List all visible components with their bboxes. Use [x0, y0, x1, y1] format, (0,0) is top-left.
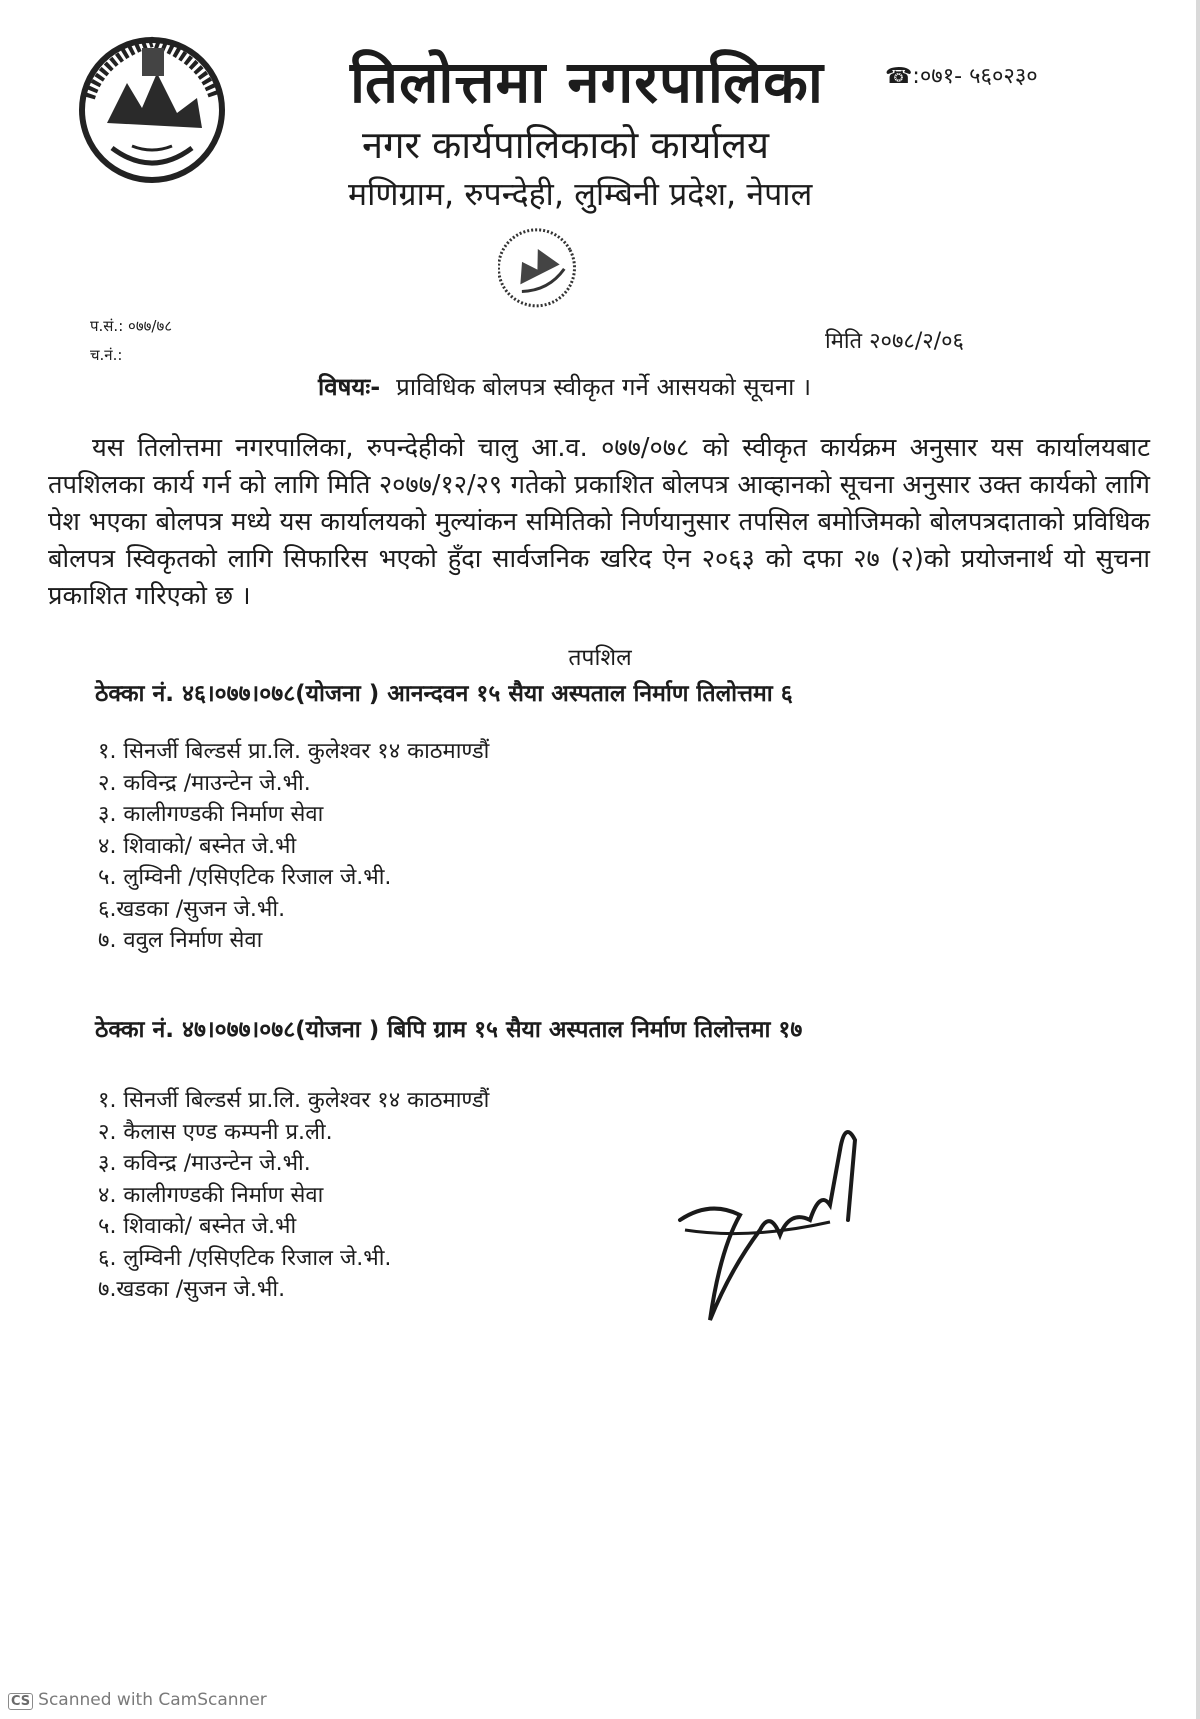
list-item: १. सिनर्जी बिल्डर्स प्रा.लि. कुलेश्वर १४ काठमाण्डौं: [98, 1088, 490, 1113]
list-item: २. कविन्द्र /माउन्टेन जे.भी.: [98, 770, 311, 796]
notice-body: यस तिलोत्तमा नगरपालिका, रुपन्देहीको चालु आ.व. ०७७/०७८ को स्वीकृत कार्यक्रम अनुसार यस कार्यालयबाट तपशिलका कार्य गर्न को लागि मिति २०७७/१२/२९ गतेको प्रकाशित बोलपत्र आव्हानको सूचना अनुसार उक्त कार्यको लागि पेश भएका बोलपत्र मध्ये यस कार्यालयको मुल्यांकन समितिको निर्णयानुसार तपसिल बमोजिमको बोलपत्रदाताको प्रविधिक बोलपत्र स्विकृतको लागि सिफारिस भएको हुँदा सार्वजनिक खरिद ऐन २०६३ को दफा २७ (२)को प्रयोजनार्थ यो सुचना प्रकाशित गरिएको छ ।: [48, 433, 1150, 611]
scanner-watermark: [8, 1690, 267, 1710]
subject-line: [318, 370, 811, 403]
letter-date: मिति २०७८/२/०६: [825, 329, 964, 354]
subject-label: विषयः-: [318, 373, 381, 401]
list-item: ४. कालीगण्डकी निर्माण सेवा: [98, 1182, 324, 1208]
contract-title: ठेक्का नं. ४७।०७७।०७८(योजना ) बिपि ग्राम १५ सैया अस्पताल निर्माण तिलोत्तमा १७: [95, 1017, 803, 1043]
contract-title: ठेक्का नं. ४६।०७७।०७८(योजना ) आनन्दवन १५ सैया अस्पताल निर्माण तिलोत्तमा ६: [95, 681, 793, 707]
camscanner-badge: CS: [8, 1693, 33, 1710]
tapashil-heading: तपशिल: [568, 645, 632, 671]
list-item: ३. कालीगण्डकी निर्माण सेवा: [98, 802, 324, 827]
phone-number: ☎:०७१- ५६०२३०: [885, 64, 1038, 89]
office-address: मणिग्राम, रुपन्देही, लुम्बिनी प्रदेश, नेपाल: [348, 175, 813, 213]
subject-text: प्राविधिक बोलपत्र स्वीकृत गर्ने आसयको सूचना ।: [396, 373, 812, 401]
municipality-name: तिलोत्तमा नगरपालिका: [350, 48, 824, 116]
list-item: २. कैलास एण्ड कम्पनी प्र.ली.: [98, 1119, 333, 1145]
list-item: ३. कविन्द्र /माउन्टेन जे.भी.: [98, 1151, 311, 1176]
list-item: ७.खडका /सुजन जे.भी.: [98, 1277, 286, 1302]
list-item: ५. शिवाको/ बस्नेत जे.भी: [98, 1214, 297, 1239]
reference-number: प.सं.: ०७७/७८: [90, 317, 173, 335]
office-stamp: [498, 200, 668, 370]
list-item: १. सिनर्जी बिल्डर्स प्रा.लि. कुलेश्वर १४ काठमाण्डौं: [98, 739, 490, 764]
watermark-text: Scanned with CamScanner: [38, 1690, 267, 1710]
bidder-list: [98, 1085, 489, 1306]
bidder-list: [98, 736, 489, 957]
list-item: ५. लुम्विनी /एसिएटिक रिजाल जे.भी.: [98, 865, 392, 890]
list-item: ४. शिवाको/ बस्नेत जे.भी: [98, 833, 297, 859]
office-name: नगर कार्यपालिकाको कार्यालय: [362, 123, 770, 167]
list-item: ७. ववुल निर्माण सेवा: [98, 928, 263, 953]
list-item: ६. लुम्विनी /एसिएटिक रिजाल जे.भी.: [98, 1245, 392, 1271]
signature: [670, 1110, 990, 1490]
nepal-emblem-logo: [72, 28, 232, 188]
page-edge: [1196, 0, 1200, 1719]
list-item: ६.खडका /सुजन जे.भी.: [98, 896, 286, 922]
dispatch-number: च.नं.:: [90, 346, 123, 364]
